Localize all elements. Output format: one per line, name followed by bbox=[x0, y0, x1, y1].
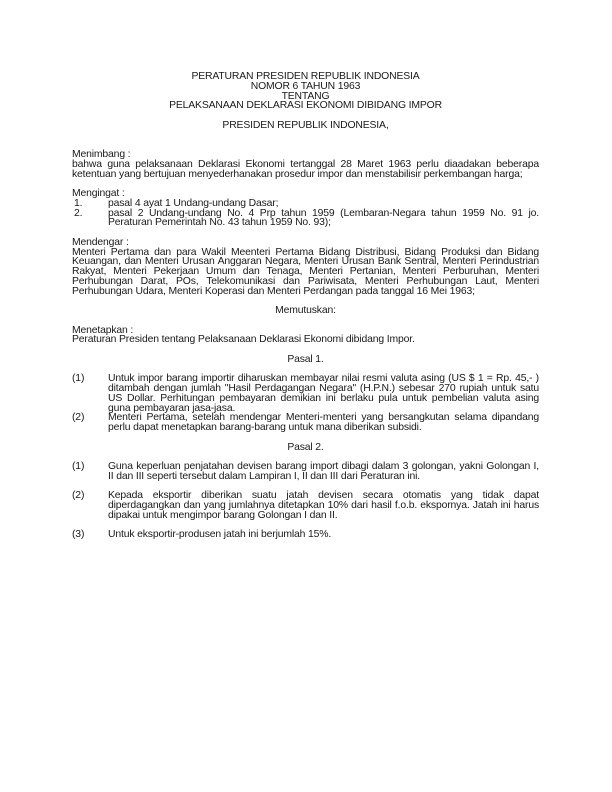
memutuskan-heading: Memutuskan: bbox=[275, 305, 336, 316]
item-text: Untuk impor barang importir diharuskan membayar nilai resmi valuta asing (US $ 1 = Rp. 45,- ) ditambah dengan jumlah "Hasil Perdagangan Negara" (H.P.N.) sebesar 270 rupiah untuk satu US Dollar. Perhitungan pembayaran demikian ini berlaku pula untuk pembelian valuta asing guna pembayaran jasa-jasa. bbox=[108, 373, 539, 414]
title-line-4: PELAKSANAAN DEKLARASI EKONOMI DIBIDANG IMPOR bbox=[169, 100, 442, 112]
pasal-1-section bbox=[72, 374, 539, 433]
pasal-2-section bbox=[72, 462, 539, 540]
title-line-2: NOMOR 6 TAHUN 1963 bbox=[250, 80, 361, 92]
menetapkan-text: Peraturan Presiden tentang Pelaksanaan Deklarasi Ekonomi dibidang Impor. bbox=[72, 334, 415, 346]
menetapkan-heading: Menetapkan : bbox=[72, 324, 134, 336]
mendengar-heading: Mendengar : bbox=[72, 236, 129, 248]
item-text: Guna keperluan penjatahan devisen barang import dibagi dalam 3 golongan, yakni Golongan I, II dan III seperti tersebut dalam Lampiran I, II dan III dari Peraturan ini. bbox=[108, 461, 539, 482]
item-text: pasal 4 ayat 1 Undang-undang Dasar; bbox=[108, 197, 279, 209]
mendengar-section bbox=[72, 238, 539, 297]
mendengar-text: Menteri Pertama dan para Wakil Meenteri Pertama Bidang Distribusi, Bidang Produksi dan Bidang Keuangan, dan Menteri Urusan Anggaran Negara, Menteri Urusan Bank Sentral, Menteri Perindustrian Rakyat, Menteri Pekerjaan Umum dan Tenaga, Menteri Pertanian, Menteri Perburuhan, Menteri Perhubungan Darat, POs, Telekomunikasi dan Pariwisata, Menteri Perhubungan Laut, Menteri Perhubungan Udara, Menteri Koperasi dan Menteri Perdangan pada tanggal 16 Mei 1963; bbox=[72, 246, 539, 297]
pasal-2-heading: Pasal 2. bbox=[287, 441, 324, 453]
document-title bbox=[72, 72, 539, 111]
menetapkan-section bbox=[72, 326, 539, 346]
mengingat-section bbox=[72, 189, 539, 228]
item-number: 2. bbox=[74, 207, 83, 219]
issuer: PRESIDEN REPUBLIK INDONESIA, bbox=[222, 119, 389, 131]
pasal-1-heading: Pasal 1. bbox=[287, 353, 324, 365]
item-number: (2) bbox=[72, 412, 85, 424]
pasal-2-item bbox=[72, 462, 539, 482]
pasal-1-item bbox=[72, 374, 539, 413]
item-number: (1) bbox=[72, 373, 85, 385]
pasal-2-item bbox=[72, 530, 539, 540]
item-number: 1. bbox=[74, 197, 83, 209]
item-text: pasal 2 Undang-undang No. 4 Prp tahun 1959 (Lembaran-Negara tahun 1959 No. 91 jo. Peraturan Pemerintah No. 43 tahun 1959 No. 93); bbox=[108, 207, 539, 229]
title-line-1: PERATURAN PRESIDEN REPUBLIK INDONESIA bbox=[191, 71, 420, 82]
pasal-1-item bbox=[72, 413, 539, 433]
mengingat-heading: Mengingat : bbox=[72, 188, 125, 199]
document-page bbox=[72, 72, 539, 540]
item-text: Kepada eksportir diberikan suatu jatah devisen secara otomatis yang tidak dapat diperdagangkan dan yang jumlahnya ditetapkan 10% dari hasil f.o.b. ekspornya. Jatah ini harus dipakai untuk mengimpor barang Golongan I dan II. bbox=[108, 490, 539, 521]
item-text: Untuk eksportir-produsen jatah ini berjumlah 15%. bbox=[108, 529, 332, 541]
pasal-2-item bbox=[72, 491, 539, 520]
item-text: Menteri Pertama, setelah mendengar Menteri-menteri yang bersangkutan selama dipandang perlu dapat menetapkan barang-barang untuk mana diberikan subsidi. bbox=[108, 412, 539, 433]
mengingat-item bbox=[72, 209, 539, 229]
item-number: (1) bbox=[72, 461, 85, 472]
menimbang-heading: Menimbang : bbox=[72, 149, 131, 160]
menimbang-section bbox=[72, 150, 539, 179]
title-line-3: TENTANG bbox=[281, 90, 330, 102]
item-number: (2) bbox=[72, 490, 85, 502]
item-number: (3) bbox=[72, 529, 85, 541]
menimbang-text: bahwa guna pelaksanaan Deklarasi Ekonomi tertanggal 28 Maret 1963 perlu diaadakan beberapa ketentuan yang bertujuan menyederhanakan prosedur impor dan menstabilisir perkembangan harga; bbox=[72, 158, 539, 180]
